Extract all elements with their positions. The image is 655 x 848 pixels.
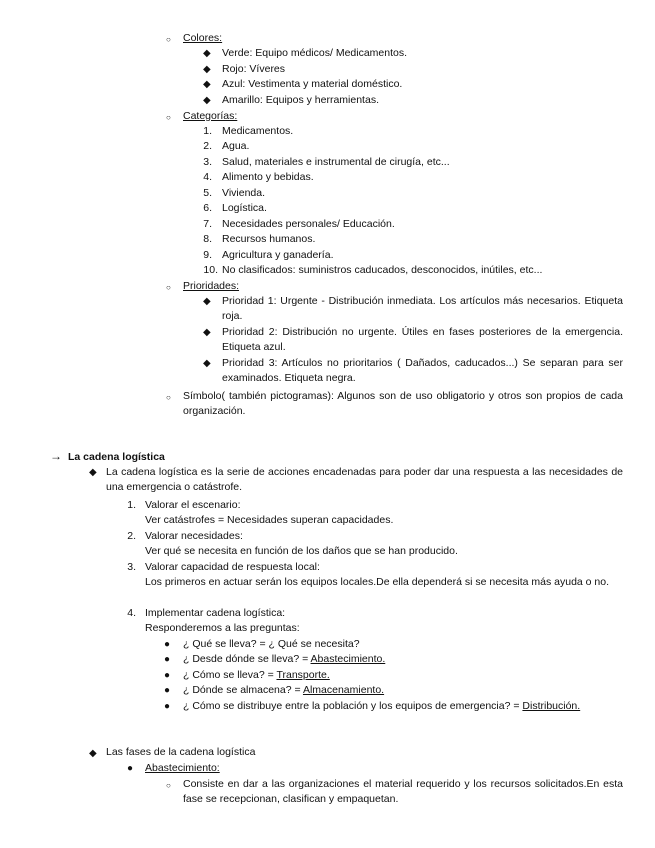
categoria-item: Vivienda.	[222, 187, 266, 199]
step-desc: Responderemos a las preguntas:	[145, 622, 300, 634]
categoria-item: Medicamentos.	[222, 125, 294, 137]
colores-item: Azul: Vestimenta y material doméstico.	[222, 78, 403, 90]
circle-bullet-icon: ○	[166, 113, 171, 122]
answer-link: Transporte.	[276, 669, 330, 681]
step-desc: Los primeros en actuar serán los equipos locales.De ella dependerá si se necesita más ayuda o no.	[145, 576, 610, 588]
colores-title: Colores:	[183, 32, 223, 44]
step-desc: Ver qué se necesita en función de los daños que se han producido.	[145, 545, 458, 557]
question-item: ¿ Dónde se almacena? = Almacenamiento.	[183, 684, 385, 696]
question-item: ¿ Qué se lleva? = ¿ Qué se necesita?	[183, 638, 360, 650]
circle-bullet-icon: ○	[166, 35, 171, 44]
step-desc: Ver catástrofes = Necesidades superan capacidades.	[145, 514, 394, 526]
step-title: Valorar el escenario:	[145, 499, 241, 511]
list-number: 10.	[203, 264, 218, 276]
step-title: Valorar capacidad de respuesta local:	[145, 561, 320, 573]
prioridad-item: Prioridad 3: Artículos no prioritarios ( Dañados, caducados...) Se separan para ser examinados. Etiqueta negra.	[222, 357, 623, 384]
list-number: 3.	[127, 561, 136, 573]
question-item: ¿ Cómo se distribuye entre la población y los equipos de emergencia? = Distribución.	[183, 700, 581, 712]
list-number: 5.	[203, 187, 212, 199]
dot-bullet-icon: ●	[127, 763, 134, 774]
prioridad-item: Prioridad 2: Distribución no urgente. Útiles en fases posteriores de la emergencia. Etiqueta azul.	[222, 326, 623, 353]
categoria-item: Recursos humanos.	[222, 233, 316, 245]
list-number: 1.	[127, 499, 136, 511]
question-item: ¿ Cómo se lleva? = Transporte.	[183, 669, 330, 681]
circle-bullet-icon: ○	[166, 283, 171, 292]
colores-item: Amarillo: Equipos y herramientas.	[222, 94, 379, 106]
diamond-bullet-icon: ◆	[203, 95, 211, 106]
categoria-item: No clasificados: suministros caducados, desconocidos, inútiles, etc...	[222, 264, 543, 276]
fases-title: Las fases de la cadena logística	[106, 746, 256, 758]
categoria-item: Agua.	[222, 140, 250, 152]
list-number: 2.	[203, 140, 212, 152]
diamond-bullet-icon: ◆	[203, 296, 211, 307]
dot-bullet-icon: ●	[164, 639, 171, 650]
diamond-bullet-icon: ◆	[89, 467, 97, 478]
diamond-bullet-icon: ◆	[203, 64, 211, 75]
arrow-right-icon: →	[50, 449, 62, 463]
categoria-item: Salud, materiales e instrumental de cirugía, etc...	[222, 156, 450, 168]
colores-item: Rojo: Víveres	[222, 63, 286, 75]
diamond-bullet-icon: ◆	[203, 358, 211, 369]
circle-bullet-icon: ○	[166, 781, 171, 790]
step-title: Implementar cadena logística:	[145, 607, 286, 619]
fase-abastecimiento-title: Abastecimiento:	[145, 762, 220, 774]
answer-link: Abastecimiento.	[310, 653, 386, 665]
list-number: 1.	[203, 125, 212, 137]
list-number: 7.	[203, 218, 212, 230]
dot-bullet-icon: ●	[164, 654, 171, 665]
categoria-item: Necesidades personales/ Educación.	[222, 218, 395, 230]
list-number: 3.	[203, 156, 212, 168]
cadena-intro: La cadena logística es la serie de acciones encadenadas para poder dar una respuesta a las necesidades de una emergencia o catástrofe.	[106, 466, 623, 493]
fase-abastecimiento-desc: Consiste en dar a las organizaciones el material requerido y los recursos solicitados.En esta fase se recepcionan, clasifican y empaquetan.	[183, 778, 623, 805]
categorias-title: Categorías:	[183, 110, 238, 122]
simbolo-text: Símbolo( también pictogramas): Algunos son de uso obligatorio y otros son propios de cada organización.	[183, 390, 623, 417]
list-number: 2.	[127, 530, 136, 542]
diamond-bullet-icon: ◆	[203, 79, 211, 90]
list-number: 9.	[203, 249, 212, 261]
list-number: 4.	[203, 171, 212, 183]
prioridades-title: Prioridades:	[183, 280, 240, 292]
dot-bullet-icon: ●	[164, 670, 171, 681]
step-title: Valorar necesidades:	[145, 530, 243, 542]
dot-bullet-icon: ●	[164, 701, 171, 712]
categoria-item: Alimento y bebidas.	[222, 171, 314, 183]
cadena-heading: La cadena logística	[68, 451, 165, 463]
list-number: 4.	[127, 607, 136, 619]
answer-link: Almacenamiento.	[302, 684, 385, 696]
circle-bullet-icon: ○	[166, 393, 171, 402]
list-number: 6.	[203, 202, 212, 214]
categoria-item: Logística.	[222, 202, 267, 214]
colores-item: Verde: Equipo médicos/ Medicamentos.	[222, 47, 408, 59]
categoria-item: Agricultura y ganadería.	[222, 249, 334, 261]
diamond-bullet-icon: ◆	[89, 748, 97, 759]
prioridad-item: Prioridad 1: Urgente - Distribución inmediata. Los artículos más necesarios. Etiqueta roja.	[222, 295, 623, 322]
diamond-bullet-icon: ◆	[203, 327, 211, 338]
diamond-bullet-icon: ◆	[203, 48, 211, 59]
question-item: ¿ Desde dónde se lleva? = Abastecimiento.	[183, 653, 386, 665]
answer-link: Distribución.	[522, 700, 581, 712]
dot-bullet-icon: ●	[164, 685, 171, 696]
list-number: 8.	[203, 233, 212, 245]
